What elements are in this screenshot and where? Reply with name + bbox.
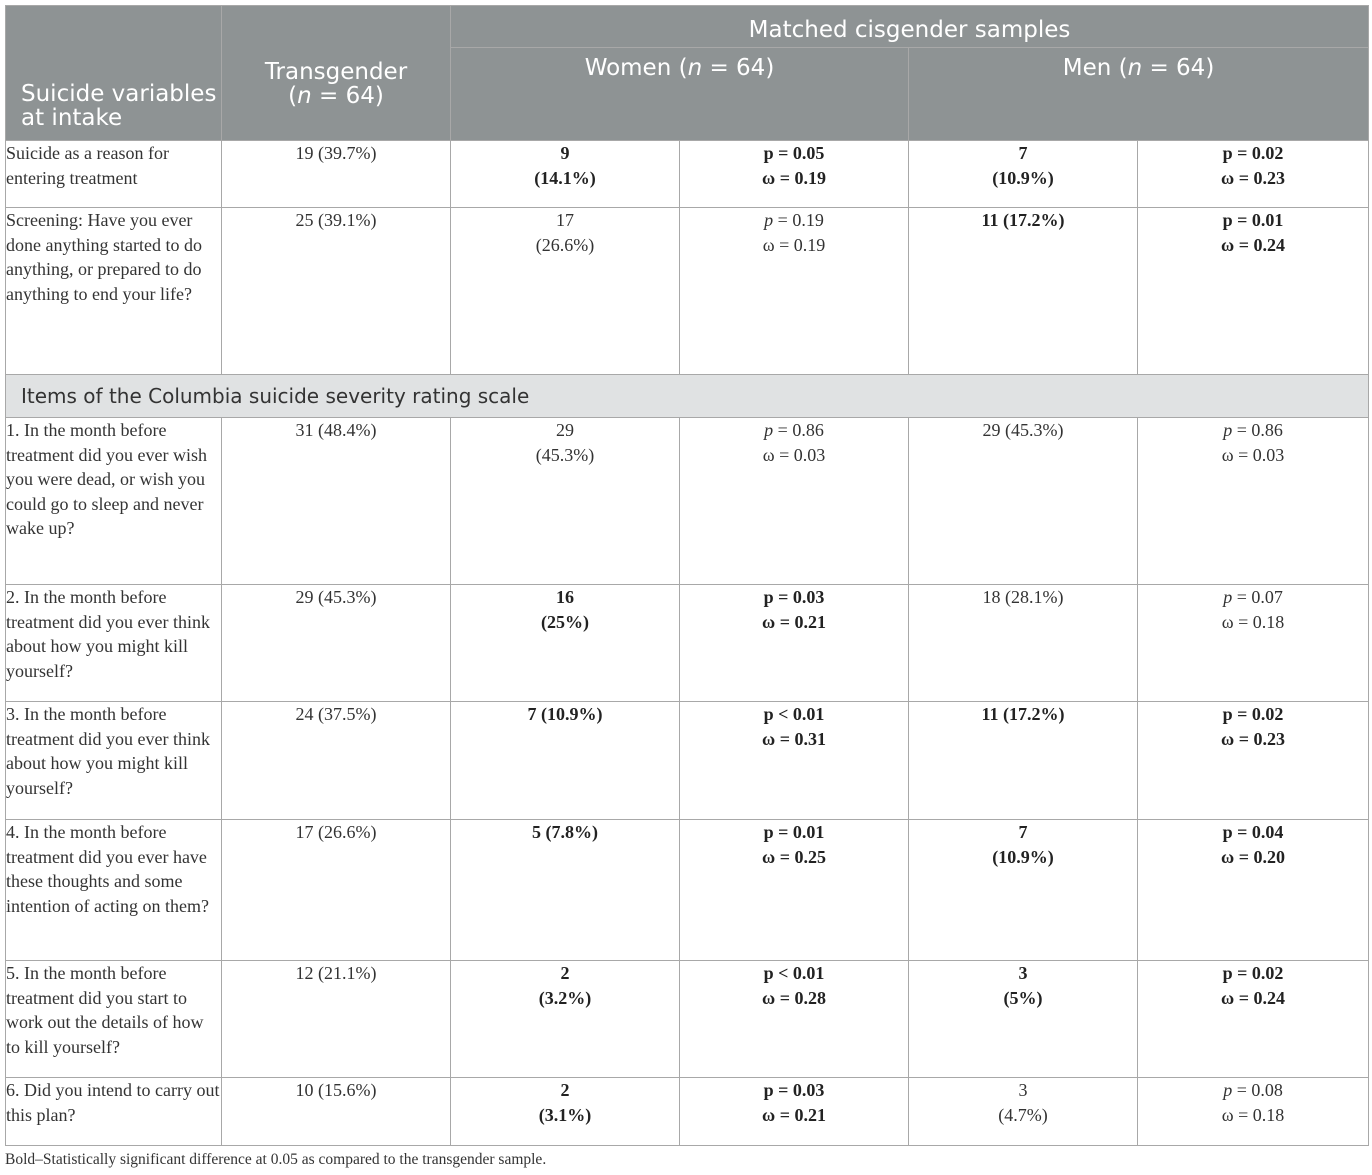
transgender-value: 24 (37.5%) (222, 702, 451, 820)
women-stats-line: p = 0.19 (764, 210, 824, 230)
row-label: 3. In the month before treatment did you ever think about how you might kill yourself? (6, 702, 222, 820)
table-row (6, 585, 1369, 702)
men-count (909, 418, 1138, 585)
men-count-line: (10.9%) (992, 167, 1054, 188)
men-stats-line: p = 0.04 (1222, 822, 1284, 842)
transgender-value: 17 (26.6%) (222, 820, 451, 961)
women-stats (680, 141, 909, 208)
women-stats-line: p = 0.01 (763, 822, 825, 842)
women-count (451, 418, 680, 585)
men-count-line: 7 (1018, 143, 1028, 163)
transgender-value: 25 (39.1%) (222, 208, 451, 375)
men-stats (1138, 141, 1369, 208)
row-label: 2. In the month before treatment did you ever think about how you might kill yourself? (6, 585, 222, 702)
section-row (6, 375, 1369, 418)
transgender-value: 12 (21.1%) (222, 961, 451, 1078)
women-stats (680, 702, 909, 820)
men-count-line: (4.7%) (998, 1104, 1048, 1125)
women-count-line: 29 (556, 420, 574, 440)
table-row (6, 141, 1369, 208)
men-stats-line: p = 0.02 (1222, 143, 1284, 163)
women-stats-line: p = 0.03 (763, 1080, 825, 1100)
women-stats-line: ω = 0.31 (762, 728, 826, 749)
men-count (909, 141, 1138, 208)
footnote: Bold–Statistically significant difference at 0.05 as compared to the transgender sample. (5, 1151, 547, 1168)
women-stats-line: p < 0.01 (763, 704, 825, 724)
men-stats-line: ω = 0.24 (1221, 234, 1285, 255)
transgender-value: 29 (45.3%) (222, 585, 451, 702)
header-transgender (222, 6, 451, 141)
table-row (6, 1078, 1369, 1146)
women-stats-line: ω = 0.19 (762, 167, 826, 188)
men-count-line: 18 (28.1%) (982, 587, 1064, 607)
women-stats-line: ω = 0.28 (762, 987, 826, 1008)
header-matched-label: Matched cisgender samples (748, 17, 1071, 43)
women-count-line: 5 (7.8%) (532, 822, 598, 842)
header-transgender-n: (n = 64) (288, 83, 384, 109)
men-count (909, 702, 1138, 820)
section-title: Items of the Columbia suicide severity rating scale (6, 375, 1369, 418)
men-count-line: (10.9%) (992, 846, 1054, 867)
transgender-value: 19 (39.7%) (222, 141, 451, 208)
women-count (451, 961, 680, 1078)
men-stats-line: ω = 0.23 (1221, 728, 1285, 749)
men-stats (1138, 1078, 1369, 1146)
women-count-line: 2 (560, 1080, 570, 1100)
men-stats (1138, 418, 1369, 585)
men-stats-line: ω = 0.18 (1221, 611, 1285, 632)
men-count-line: 11 (17.2%) (981, 210, 1065, 230)
men-count (909, 1078, 1138, 1146)
men-count-line: 3 (1018, 1080, 1028, 1100)
row-label: 4. In the month before treatment did you ever have these thoughts and some intention of acting on them? (6, 820, 222, 961)
men-stats (1138, 820, 1369, 961)
men-stats (1138, 585, 1369, 702)
men-stats-line: p = 0.86 (1223, 420, 1283, 440)
suicide-variables-table (5, 5, 1369, 1146)
women-count-line: (14.1%) (534, 167, 596, 188)
men-stats (1138, 702, 1369, 820)
men-stats-line: ω = 0.03 (1221, 444, 1285, 465)
women-stats-line: ω = 0.25 (762, 846, 826, 867)
women-count-line: 17 (556, 210, 574, 230)
transgender-value: 10 (15.6%) (222, 1078, 451, 1146)
men-count-line: 11 (17.2%) (981, 704, 1065, 724)
women-count-line: (3.1%) (538, 1104, 592, 1125)
men-stats-line: p = 0.01 (1222, 210, 1284, 230)
women-count (451, 820, 680, 961)
women-stats (680, 1078, 909, 1146)
women-count (451, 1078, 680, 1146)
women-stats-line: p < 0.01 (763, 963, 825, 983)
women-stats-line: p = 0.05 (763, 143, 825, 163)
header-transgender-label: Transgender (264, 59, 408, 85)
men-count (909, 820, 1138, 961)
women-stats-line: ω = 0.19 (762, 234, 826, 255)
table-row (6, 208, 1369, 375)
row-label: 1. In the month before treatment did you ever wish you were dead, or wish you could go to sleep and never wake up? (6, 418, 222, 585)
men-stats-line: ω = 0.24 (1221, 987, 1285, 1008)
women-count-line: (26.6%) (535, 234, 595, 255)
men-stats-line: p = 0.02 (1222, 963, 1284, 983)
women-stats (680, 208, 909, 375)
women-count-line: 7 (10.9%) (527, 704, 603, 724)
women-count (451, 585, 680, 702)
row-label: Suicide as a reason for entering treatment (6, 141, 222, 208)
table-row (6, 820, 1369, 961)
women-stats (680, 585, 909, 702)
men-count (909, 208, 1138, 375)
women-stats (680, 418, 909, 585)
header-men: Men (n = 64) (909, 48, 1369, 141)
women-count-line: 2 (560, 963, 570, 983)
header-matched-cisgender (451, 6, 1369, 48)
men-count-line: 3 (1018, 963, 1028, 983)
women-count-line: 9 (560, 143, 570, 163)
men-stats-line: ω = 0.20 (1221, 846, 1285, 867)
women-stats (680, 961, 909, 1078)
men-stats-line: p = 0.02 (1222, 704, 1284, 724)
women-stats-line: p = 0.86 (764, 420, 824, 440)
women-stats-line: ω = 0.21 (762, 1104, 826, 1125)
women-count (451, 702, 680, 820)
men-count-line: 7 (1018, 822, 1028, 842)
men-count-line: (5%) (1003, 987, 1043, 1008)
table-row (6, 418, 1369, 585)
women-count (451, 208, 680, 375)
men-stats (1138, 961, 1369, 1078)
women-stats-line: ω = 0.03 (762, 444, 826, 465)
women-count (451, 141, 680, 208)
women-count-line: (3.2%) (538, 987, 592, 1008)
women-count-line: (45.3%) (535, 444, 595, 465)
row-label: 6. Did you intend to carry out this plan? (6, 1078, 222, 1146)
header-corner (6, 6, 222, 141)
men-stats-line: ω = 0.23 (1221, 167, 1285, 188)
men-stats-line: p = 0.08 (1223, 1080, 1283, 1100)
row-label: 5. In the month before treatment did you start to work out the details of how to kill yourself? (6, 961, 222, 1078)
men-count-line: 29 (45.3%) (982, 420, 1064, 440)
header-women: Women (n = 64) (451, 48, 909, 141)
women-stats-line: ω = 0.21 (762, 611, 826, 632)
women-count-line: (25%) (541, 611, 589, 632)
men-stats-line: ω = 0.18 (1221, 1104, 1285, 1125)
men-count (909, 961, 1138, 1078)
table-row (6, 961, 1369, 1078)
row-label: Screening: Have you ever done anything started to do anything, or prepared to do anything to end your life? (6, 208, 222, 375)
table-row (6, 702, 1369, 820)
header-corner-label: Suicide variables at intake (21, 81, 217, 131)
women-stats (680, 820, 909, 961)
men-stats-line: p = 0.07 (1223, 587, 1283, 607)
women-stats-line: p = 0.03 (763, 587, 825, 607)
transgender-value: 31 (48.4%) (222, 418, 451, 585)
women-count-line: 16 (556, 587, 574, 607)
men-stats (1138, 208, 1369, 375)
men-count (909, 585, 1138, 702)
